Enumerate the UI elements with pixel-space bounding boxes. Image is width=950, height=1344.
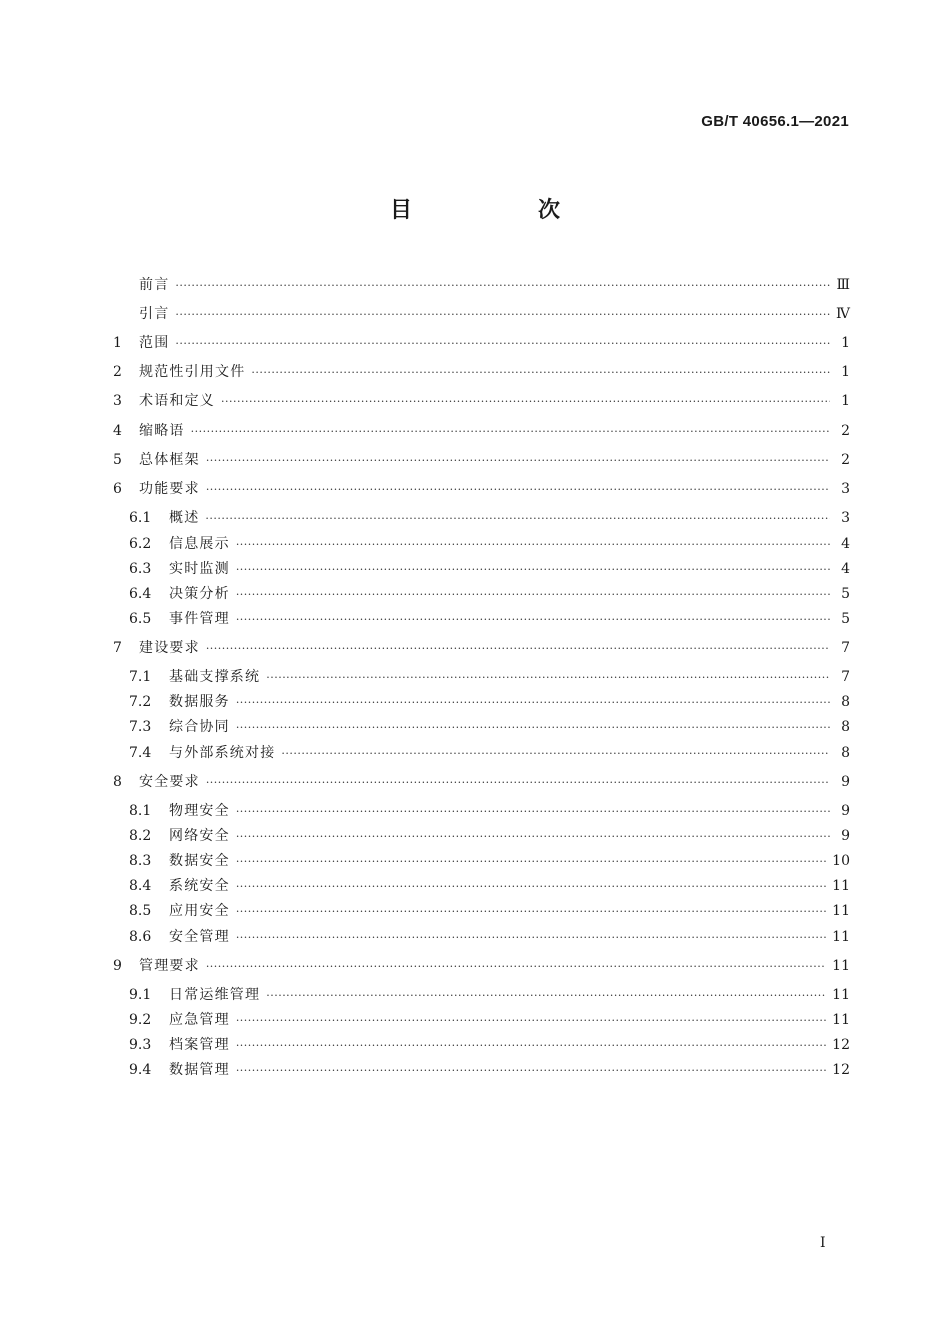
toc-entry-label: 缩略语 [139,423,185,439]
toc-entry-page: 1 [841,364,850,380]
toc-entry-label: 建设要求 [139,640,200,656]
toc-entry[interactable] [113,637,850,659]
dot-leader [206,956,826,978]
toc-subentry[interactable] [113,800,850,822]
toc-entry-page: 1 [841,393,850,409]
toc-entry-label: 综合协同 [169,719,230,735]
dot-leader [236,826,830,848]
toc-entry-number: 8.6 [129,929,152,945]
toc-entry-page: 11 [832,878,850,894]
page-number: Ⅰ [820,1235,826,1251]
toc-entry[interactable] [113,955,850,977]
dot-leader [236,1060,826,1082]
toc-entry-page: 8 [841,745,850,761]
toc-entry[interactable] [113,332,850,354]
toc-entry-number: 9.2 [129,1012,152,1028]
toc-subentry[interactable] [113,850,850,872]
toc-entry-number: 7.4 [129,745,152,761]
dot-leader [205,508,830,530]
dot-leader [236,717,830,739]
toc-subentry[interactable] [113,716,850,738]
toc-entry-label: 数据安全 [169,853,230,869]
dot-leader [206,479,830,501]
toc-entry-number: 9.3 [129,1037,152,1053]
toc-entry-label: 总体框架 [139,452,200,468]
toc-entry-page: 2 [841,423,850,439]
toc-entry-page: 12 [832,1062,850,1078]
toc-entry[interactable] [113,390,850,412]
dot-leader [236,927,826,949]
toc-entry-page: 11 [832,1012,850,1028]
toc-subentry[interactable] [113,691,850,713]
toc-entry-page: 9 [841,774,850,790]
toc-entry-label: 引言 [139,306,170,322]
toc-entry-label: 网络安全 [169,828,230,844]
toc-entry-label: 功能要求 [139,481,200,497]
dot-leader [206,450,830,472]
toc-entry-label: 范围 [139,335,170,351]
toc-entry-label: 档案管理 [169,1037,230,1053]
toc-entry-label: 实时监测 [169,561,230,577]
toc-entry-number: 8.2 [129,828,152,844]
toc-entry-page: 3 [841,481,850,497]
dot-leader [206,772,830,794]
toc-entry-number: 8.4 [129,878,152,894]
toc-subentry[interactable] [113,1009,850,1031]
toc-entry-page: 5 [841,611,850,627]
toc-entry-number: 9 [113,958,122,974]
toc-entry-page: 8 [841,694,850,710]
toc-subentry[interactable] [113,742,850,764]
toc-entry-page: 2 [841,452,850,468]
toc-subentry[interactable] [113,507,850,529]
toc-subentry[interactable] [113,608,850,630]
toc-entry-number: 9.1 [129,987,152,1003]
toc-entry-number: 7 [113,640,122,656]
toc-entry-page: 11 [832,987,850,1003]
toc-entry-number: 5 [113,452,122,468]
toc-entry-page: 11 [832,958,850,974]
toc-entry-number: 6 [113,481,122,497]
toc-subentry[interactable] [113,875,850,897]
toc-entry-label: 数据服务 [169,694,230,710]
dot-leader [266,985,826,1007]
dot-leader [236,584,830,606]
toc-entry-number: 9.4 [129,1062,152,1078]
toc-entry-number: 8.5 [129,903,152,919]
toc-subentry[interactable] [113,666,850,688]
toc-entry-label: 应用安全 [169,903,230,919]
toc-entry[interactable] [113,771,850,793]
toc-entry-number: 8.3 [129,853,152,869]
dot-leader [175,304,830,326]
toc-entry-page: 7 [841,640,850,656]
toc-entry-number: 7.1 [129,669,152,685]
toc-title: 目 次 [389,198,612,223]
toc-entry-label: 前言 [139,277,170,293]
toc-entry-number: 6.1 [129,510,152,526]
dot-leader [251,362,830,384]
toc-entry-page: Ⅳ [836,306,850,322]
dot-leader [221,391,830,413]
dot-leader [236,1035,826,1057]
toc-subentry[interactable] [113,1034,850,1056]
toc-subentry[interactable] [113,558,850,580]
toc-entry-label: 基础支撑系统 [169,669,261,685]
toc-entry-number: 6.4 [129,586,152,602]
toc-entry-label: 系统安全 [169,878,230,894]
toc-subentry[interactable] [113,825,850,847]
toc-entry-number: 6.5 [129,611,152,627]
toc-entry-label: 信息展示 [169,536,230,552]
table-of-contents [113,0,850,1344]
toc-entry-page: Ⅲ [836,277,850,293]
toc-entry-page: 4 [841,561,850,577]
toc-entry[interactable] [113,303,850,325]
dot-leader [175,333,830,355]
dot-leader [236,534,830,556]
toc-entry-page: 8 [841,719,850,735]
dot-leader [206,638,830,660]
toc-entry-page: 4 [841,536,850,552]
toc-entry-label: 应急管理 [169,1012,230,1028]
toc-entry-label: 安全要求 [139,774,200,790]
toc-entry-number: 6.2 [129,536,152,552]
toc-entry-number: 7.2 [129,694,152,710]
dot-leader [236,876,826,898]
toc-entry-label: 术语和定义 [139,393,215,409]
toc-entry[interactable] [113,449,850,471]
toc-entry-label: 物理安全 [169,803,230,819]
dot-leader [175,275,830,297]
toc-subentry[interactable] [113,583,850,605]
toc-entry-page: 3 [841,510,850,526]
toc-subentry[interactable] [113,900,850,922]
toc-subentry[interactable] [113,1059,850,1081]
dot-leader [236,851,826,873]
toc-subentry[interactable] [113,984,850,1006]
toc-entry-number: 8.1 [129,803,152,819]
toc-entry-page: 1 [841,335,850,351]
toc-subentry[interactable] [113,533,850,555]
toc-entry-page: 11 [832,903,850,919]
toc-entry-page: 9 [841,803,850,819]
toc-entry-label: 数据管理 [169,1062,230,1078]
toc-entry-number: 7.3 [129,719,152,735]
dot-leader [236,692,830,714]
toc-entry-number: 4 [113,423,122,439]
toc-subentry[interactable] [113,926,850,948]
toc-entry-label: 安全管理 [169,929,230,945]
dot-leader [236,559,830,581]
toc-entry[interactable] [113,274,850,296]
dot-leader [236,801,830,823]
toc-entry-number: 2 [113,364,122,380]
dot-leader [236,609,830,631]
toc-entry-label: 日常运维管理 [169,987,261,1003]
toc-entry-label: 概述 [169,510,200,526]
toc-entry[interactable] [113,420,850,442]
dot-leader [266,667,830,689]
toc-entry-number: 8 [113,774,122,790]
toc-entry-page: 9 [841,828,850,844]
toc-entry-page: 10 [832,853,850,869]
toc-entry-number: 1 [113,335,122,351]
toc-entry-page: 11 [832,929,850,945]
dot-leader [191,421,830,443]
toc-entry[interactable] [113,361,850,383]
toc-entry-page: 7 [841,669,850,685]
toc-entry-label: 事件管理 [169,611,230,627]
toc-entry-label: 规范性引用文件 [139,364,246,380]
toc-entry-number: 6.3 [129,561,152,577]
toc-entry[interactable] [113,478,850,500]
dot-leader [236,1010,826,1032]
toc-entry-page: 12 [832,1037,850,1053]
toc-entry-label: 决策分析 [169,586,230,602]
toc-entry-label: 与外部系统对接 [169,745,276,761]
dot-leader [236,901,826,923]
document-code: GB/T 40656.1—2021 [701,113,849,130]
toc-entry-label: 管理要求 [139,958,200,974]
toc-entry-page: 5 [841,586,850,602]
toc-entry-number: 3 [113,393,122,409]
dot-leader [281,743,830,765]
